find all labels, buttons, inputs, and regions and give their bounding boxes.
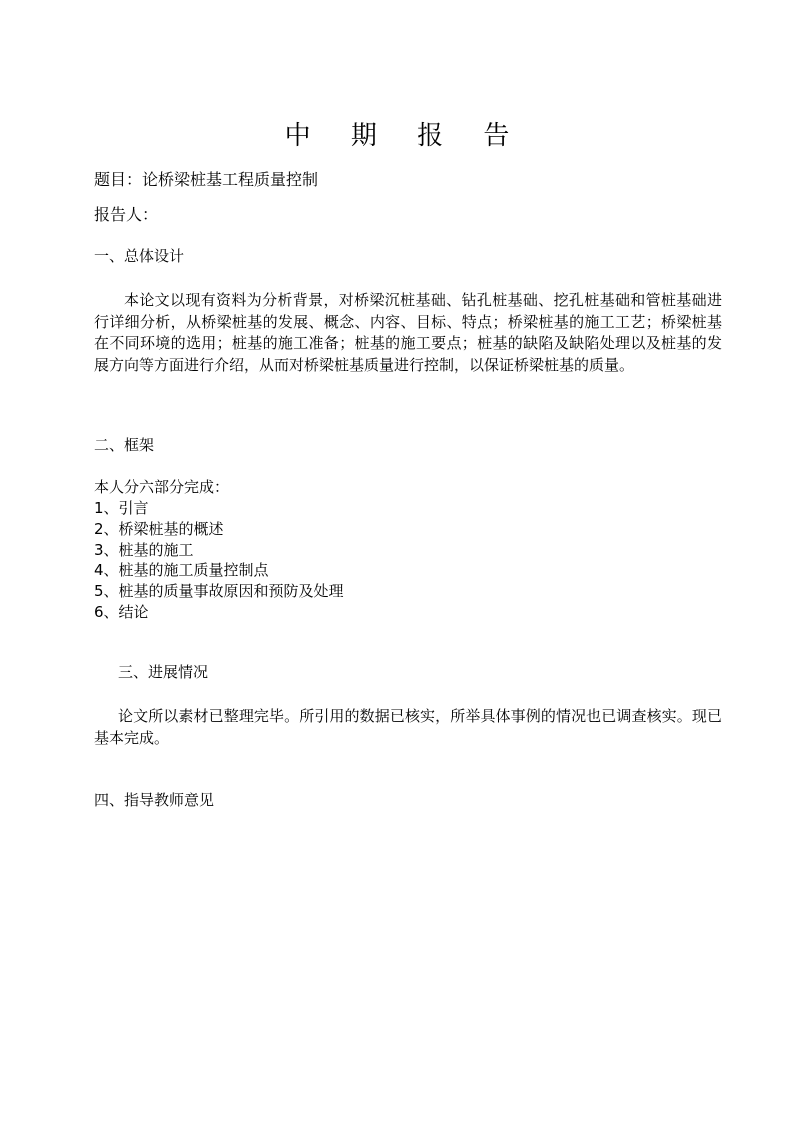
list-item: 3、桩基的施工 [94,540,194,559]
page-title: 中 期 报 告 [284,121,526,151]
framework-list [94,498,344,623]
section-heading-overall-design: 一、总体设计 [94,247,185,265]
subject-line: 题目：论桥梁桩基工程质量控制 [94,170,319,189]
section-heading-advisor-opinion: 四、指导教师意见 [94,791,215,809]
section-heading-framework: 二、框架 [94,436,155,454]
overall-design-paragraph: 本论文以现有资料为分析背景，对桥梁沉桩基础、钻孔桩基础、挖孔桩基础和管桩基础进行详细分析，从桥梁桩基的发展、概念、内容、目标、特点；桥梁桩基的施工工艺；桥梁桩基在不同环境的选用；桩基的施工准备；桩基的施工要点；桩基的缺陷及缺陷处理以及桩基的发展方向等方面进行介绍，从而对桥梁桩基质量进行控制，以保证桥梁桩基的质量。 [94,291,722,374]
list-item: 2、桥梁桩基的概述 [94,519,224,538]
framework-intro: 本人分六部分完成： [94,478,230,496]
list-item: 6、结论 [94,602,149,621]
list-item: 1、引言 [94,499,149,517]
section-heading-progress: 三、进展情况 [118,663,209,681]
progress-paragraph: 论文所以素材已整理完毕。所引用的数据已核实，所举具体事例的情况也已调查核实。现已基本完成。 [94,707,722,747]
list-item: 5、桩基的质量事故原因和预防及处理 [94,582,344,601]
reporter-line: 报告人： [94,205,159,224]
list-item: 4、桩基的施工质量控制点 [94,561,269,580]
